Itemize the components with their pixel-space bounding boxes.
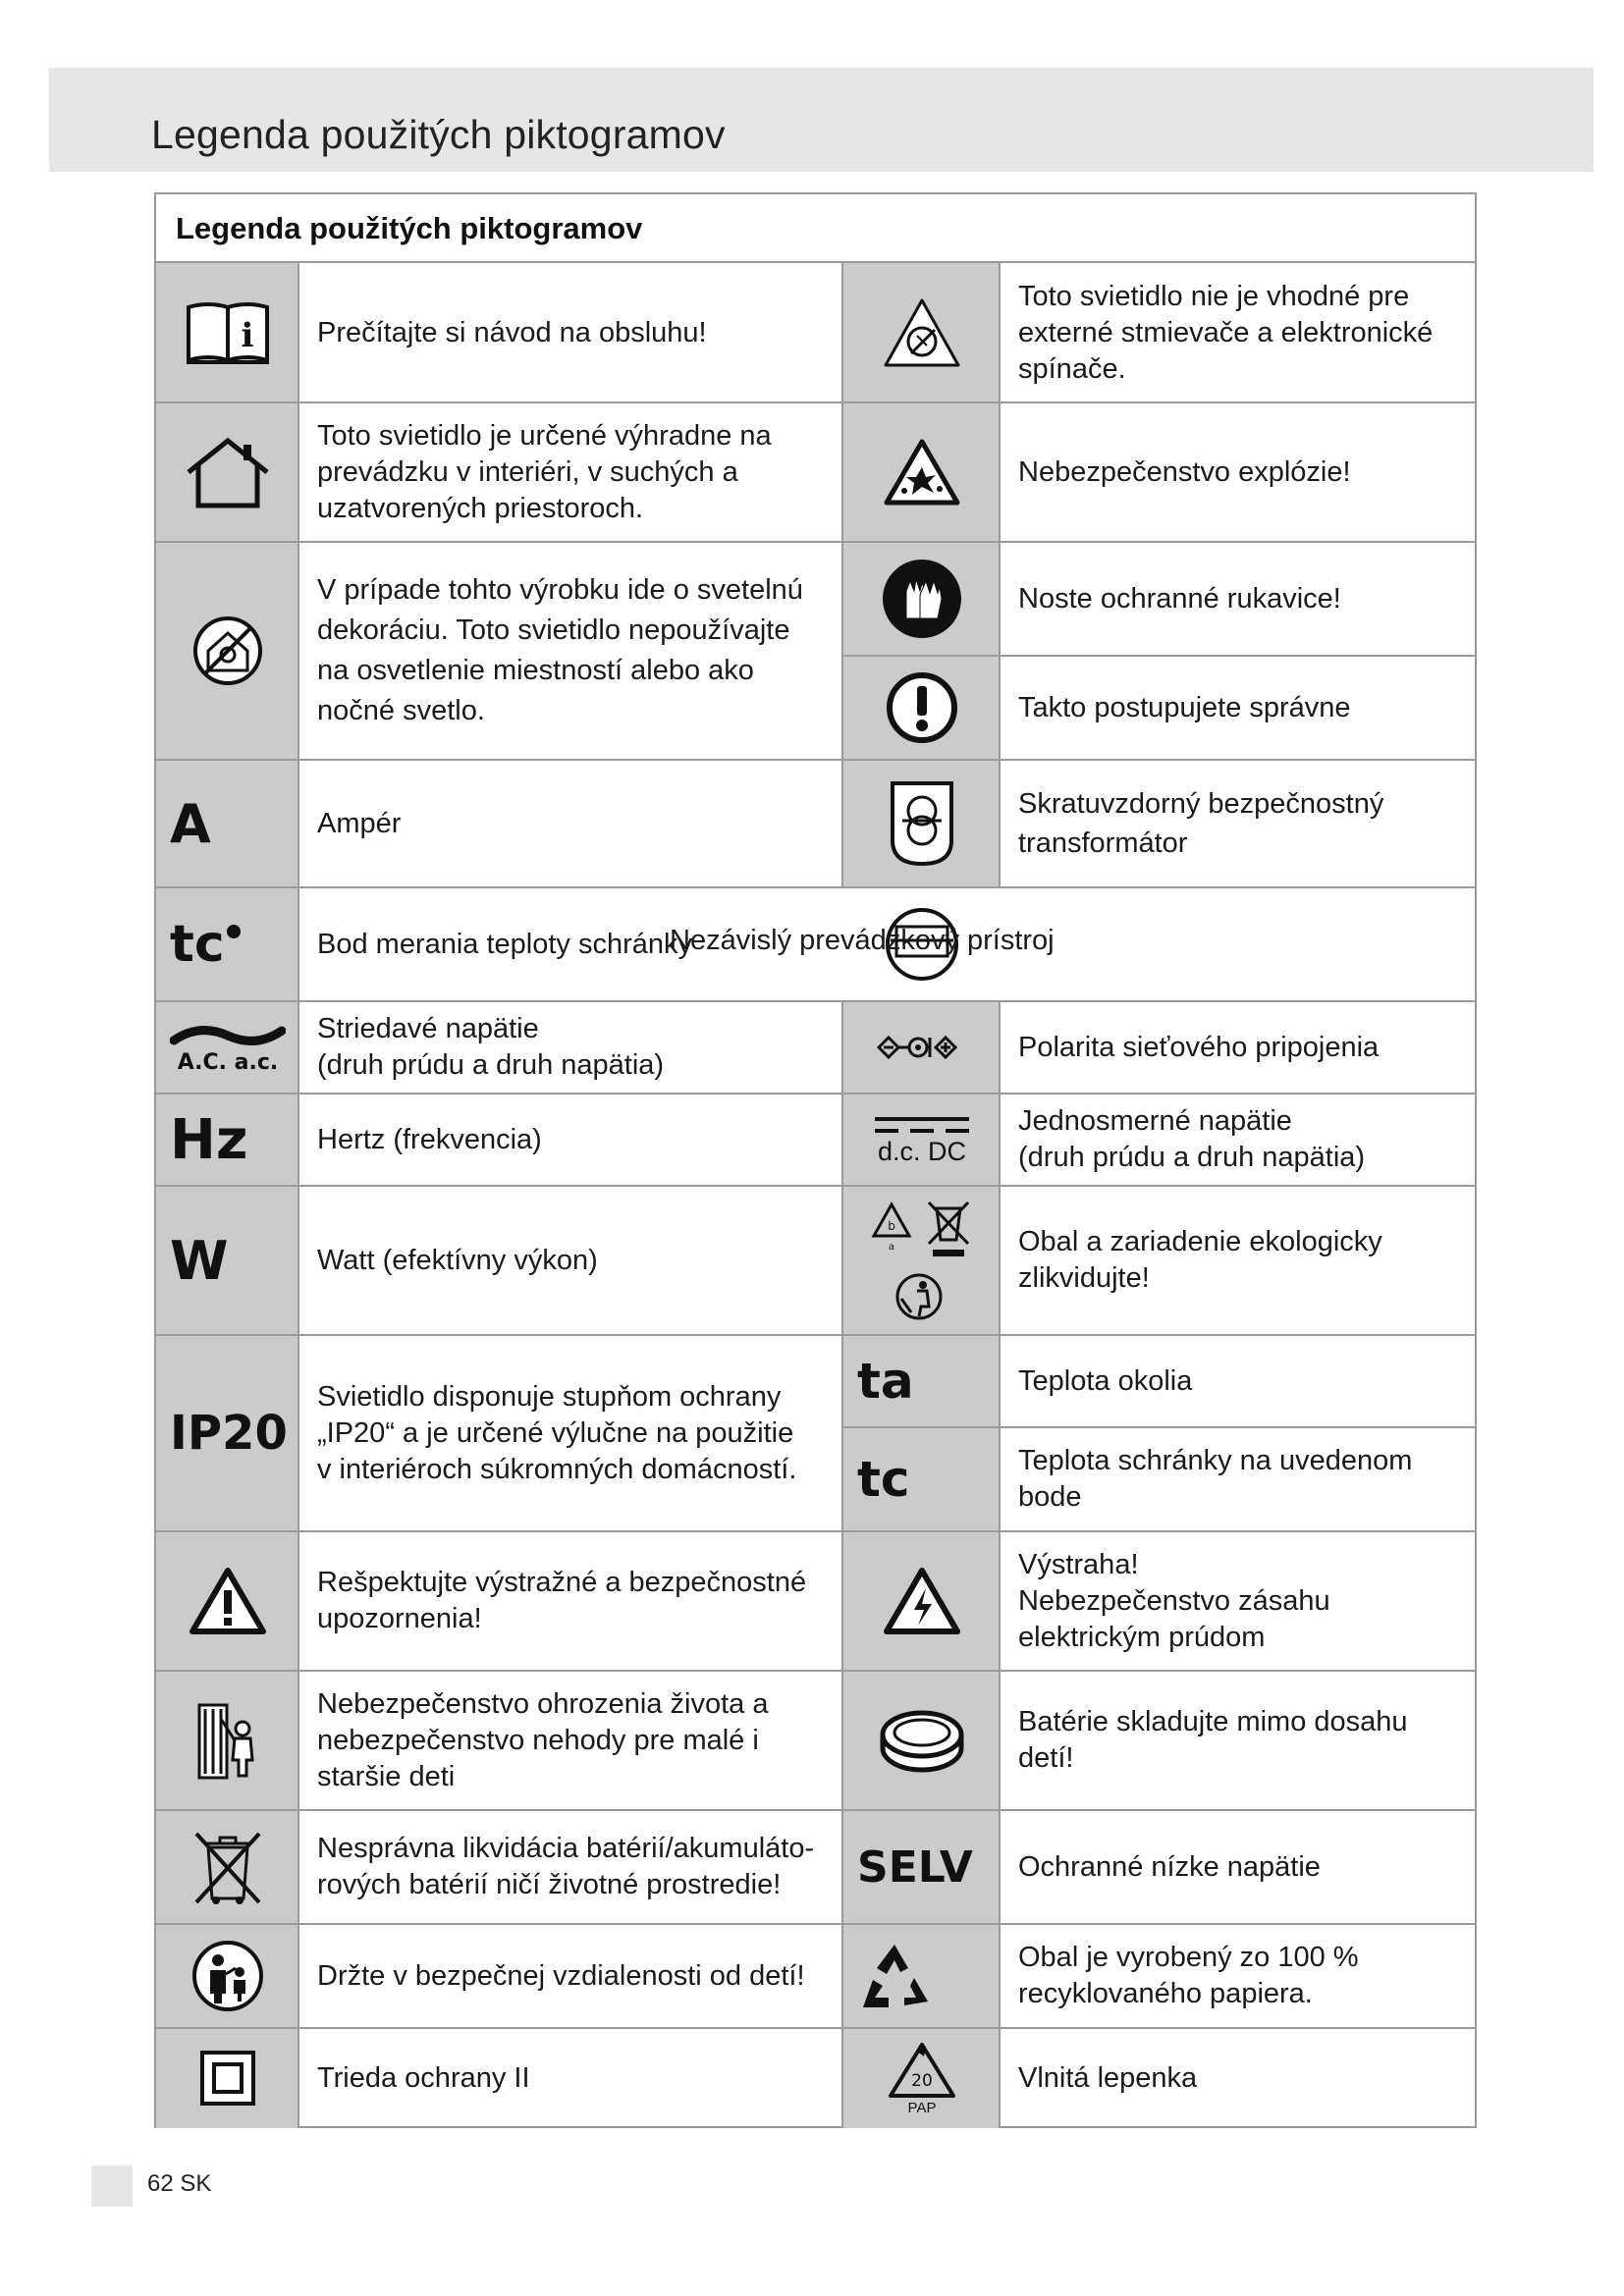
- legend-left-text: Svietidlo disponuje stupňom ochrany „IP20“ a je určené výlučne na použitie v interiéroch súkromných domácností.: [317, 1380, 797, 1485]
- grid-line: [156, 1923, 1477, 1925]
- legend-left-text: Rešpektujte výstražné a bezpečnostné upozornenia!: [317, 1567, 807, 1634]
- exclamation-icon: [885, 670, 959, 745]
- legend-right-icon-cell: [843, 1924, 1001, 2028]
- watt-symbol: W: [170, 1229, 229, 1292]
- ampere-symbol: A: [170, 792, 211, 855]
- polarity-icon: [875, 1031, 969, 1064]
- grid-line: [841, 1001, 843, 2128]
- grid-line: [156, 759, 1477, 761]
- legend-left-icon-cell: [156, 2028, 299, 2128]
- legend-right-text: Obal a zariadenie ekologicky zlikvidujte!: [1018, 1226, 1382, 1294]
- grid-line: [156, 1670, 1477, 1672]
- grid-line: [156, 1000, 1477, 1002]
- legend-title: Legenda použitých piktogramov: [156, 194, 1475, 263]
- legend-right-text: Obal je vyrobený zo 100 % recyklovaného papiera.: [1018, 1942, 1359, 2009]
- grid-line: [843, 655, 1477, 657]
- pap20-number: 20: [911, 2070, 933, 2091]
- legend-right-icon-cell: [843, 760, 1001, 887]
- legend-left-icon-cell: [156, 542, 299, 760]
- eco-disposal-icon: [868, 1197, 976, 1324]
- legend-right-icon-cell: [843, 542, 1001, 656]
- legend-left-text: Držte v bezpečnej vzdialenosti od detí!: [317, 1959, 805, 1992]
- page-number: [147, 2170, 211, 2198]
- legend-left-text: Nesprávna likvidácia batérií/akumuláto- rových batérií ničí životné prostredie!: [317, 1833, 815, 1900]
- legend-right-text: Toto svietidlo nie je vhodné pre externé stmievače a elektronické spínače.: [1018, 280, 1434, 385]
- warning-icon: [189, 1567, 267, 1635]
- legend-right-text-spacer: [1001, 887, 1477, 1001]
- legend-right-text: Jednosmerné napätie (druh prúdu a druh napätia): [1018, 1105, 1366, 1173]
- legend-right-text: Polarita sieťového pripojenia: [1018, 1031, 1380, 1063]
- legend-right-icon-cell: [843, 402, 1001, 542]
- legend-right-text: Takto postupujete správne: [1018, 691, 1351, 723]
- legend-right-text: Batérie skladujte mimo dosahu detí!: [1018, 1706, 1408, 1774]
- manual-icon: [185, 299, 271, 366]
- ip20-symbol: IP20: [170, 1406, 288, 1461]
- legend-left-icon-cell: [156, 760, 299, 887]
- selv-symbol: SELV: [857, 1842, 973, 1893]
- legend-left-icon-cell: [156, 887, 299, 1001]
- legend-left-icon-cell: [156, 1671, 299, 1810]
- grid-line: [298, 263, 299, 2128]
- legend-right-text: Nebezpečenstvo explózie!: [1018, 455, 1351, 488]
- hertz-symbol: Hz: [170, 1107, 248, 1172]
- legend-right-text: Teplota schránky na uvedenom bode: [1018, 1445, 1413, 1513]
- grid-line: [156, 1185, 1477, 1187]
- svg-text:i: i: [241, 316, 254, 355]
- dot-icon: [227, 925, 241, 938]
- ac-label: A.C. a.c.: [177, 1049, 279, 1075]
- legend-right-text: Ochranné nízke napätie: [1018, 1850, 1321, 1883]
- legend-left-icon-cell: [156, 402, 299, 542]
- page-language: SK: [180, 2170, 212, 2197]
- button-battery-icon: [878, 1705, 966, 1776]
- recycle-icon: [857, 1941, 932, 2011]
- grid-line: [841, 263, 843, 887]
- grid-line: [156, 401, 1477, 403]
- legend-left-text: Bod merania teploty schránky: [317, 928, 693, 960]
- legend-left-icon-cell: [156, 1094, 299, 1186]
- legend-left-icon-cell: [156, 1810, 299, 1924]
- legend-right-icon-cell: [843, 2028, 1001, 2128]
- legend-right-text: Teplota okolia: [1018, 1364, 1193, 1397]
- legend-left-icon-cell: [156, 1001, 299, 1094]
- grid-line: [843, 1426, 1477, 1428]
- legend-table: [154, 192, 1477, 2128]
- legend-left-icon-cell: [156, 1924, 299, 2028]
- legend-left-icon-cell: [156, 1531, 299, 1671]
- legend-left-icon-cell: [156, 1335, 299, 1531]
- independent-device-text: Nezávislý prevádzkový prístroj: [670, 925, 1055, 956]
- dc-label: d.c. DC: [877, 1136, 967, 1166]
- child-danger-icon: [191, 1699, 264, 1782]
- tc-point-symbol: tc: [170, 915, 225, 974]
- page-title: Legenda použitých piktogramov: [151, 112, 726, 157]
- svg-text:a: a: [888, 1242, 895, 1253]
- no-room-lighting-icon: [190, 614, 265, 688]
- legend-left-text: V prípade tohto výrobku ide o svetelnú dekoráciu. Toto svietidlo nepoužívajte na osvetlenie miestností alebo ako nočné svetlo.: [317, 574, 803, 726]
- crossed-bin-icon: [190, 1828, 265, 1906]
- legend-right-icon-cell: [843, 1335, 1001, 1427]
- no-dimmer-icon: [882, 296, 962, 369]
- legend-left-text: Watt (efektívny výkon): [317, 1244, 598, 1276]
- legend-right-icon-cell: [843, 1671, 1001, 1810]
- direct-voltage-icon: [873, 1113, 971, 1137]
- legend-right-icon-cell: [843, 1810, 1001, 1924]
- grid-line: [156, 1809, 1477, 1811]
- gloves-icon: [881, 558, 963, 640]
- grid-line: [156, 886, 1477, 888]
- legend-left-text: Hertz (frekvencia): [317, 1123, 542, 1155]
- grid-line: [999, 1001, 1001, 2128]
- legend-left-icon-cell: [156, 1186, 299, 1335]
- legend-right-icon-cell: [843, 263, 1001, 402]
- grid-line: [156, 541, 1477, 543]
- legend-left-icon-cell: [156, 263, 299, 402]
- legend-right-text: Noste ochranné rukavice!: [1018, 582, 1341, 614]
- page-number-value: 62: [147, 2170, 174, 2197]
- house-icon: [183, 435, 273, 509]
- svg-text:b: b: [888, 1219, 895, 1233]
- short-circuit-transformer-icon: [889, 779, 955, 868]
- tc-symbol: tc: [857, 1451, 910, 1508]
- explosion-icon: [883, 438, 961, 507]
- electric-shock-icon: [883, 1567, 961, 1635]
- grid-line: [999, 263, 1001, 887]
- grid-line: [156, 1334, 1477, 1336]
- legend-right-text: Výstraha! Nebezpečenstvo zásahu elektrickým prúdom: [1018, 1548, 1330, 1653]
- legend-right-text: Skratuvzdorný bezpečnostný transformátor: [1018, 788, 1384, 859]
- alternating-voltage-icon: [170, 1021, 286, 1050]
- keep-away-children-icon: [190, 1939, 265, 2013]
- pap-label: PAP: [907, 2099, 937, 2116]
- legend-left-text: Ampér: [317, 807, 402, 839]
- page-marker: [91, 2165, 133, 2207]
- legend-left-text: Striedavé napätie (druh prúdu a druh napätia): [317, 1013, 665, 1081]
- legend-right-icon-cell: [843, 1531, 1001, 1671]
- legend-right-icon-cell: [843, 656, 1001, 760]
- legend-right-icon-cell: [843, 1001, 1001, 1094]
- ta-symbol: ta: [857, 1353, 914, 1410]
- protection-class-ii-icon: [198, 2049, 257, 2108]
- legend-right-icon-cell: [843, 1427, 1001, 1531]
- pap20-icon: [887, 2041, 957, 2102]
- grid-line: [156, 1530, 1477, 1532]
- legend-left-text: Toto svietidlo je určené výhradne na prevádzku v interiéri, v suchých a uzatvorených priestoroch.: [317, 419, 772, 524]
- legend-right-icon-cell: [843, 1186, 1001, 1335]
- legend-left-text: Nebezpečenstvo ohrozenia života a nebezpečenstvo nehody pre malé i staršie deti: [317, 1687, 769, 1792]
- legend-left-text: Trieda ochrany II: [317, 2061, 530, 2094]
- grid-line: [156, 2027, 1477, 2029]
- legend-right-icon-cell: [843, 1094, 1001, 1186]
- legend-right-text: Vlnitá lepenka: [1018, 2061, 1198, 2094]
- grid-line: [156, 1093, 1477, 1095]
- legend-left-text: Prečítajte si návod na obsluhu!: [317, 316, 707, 348]
